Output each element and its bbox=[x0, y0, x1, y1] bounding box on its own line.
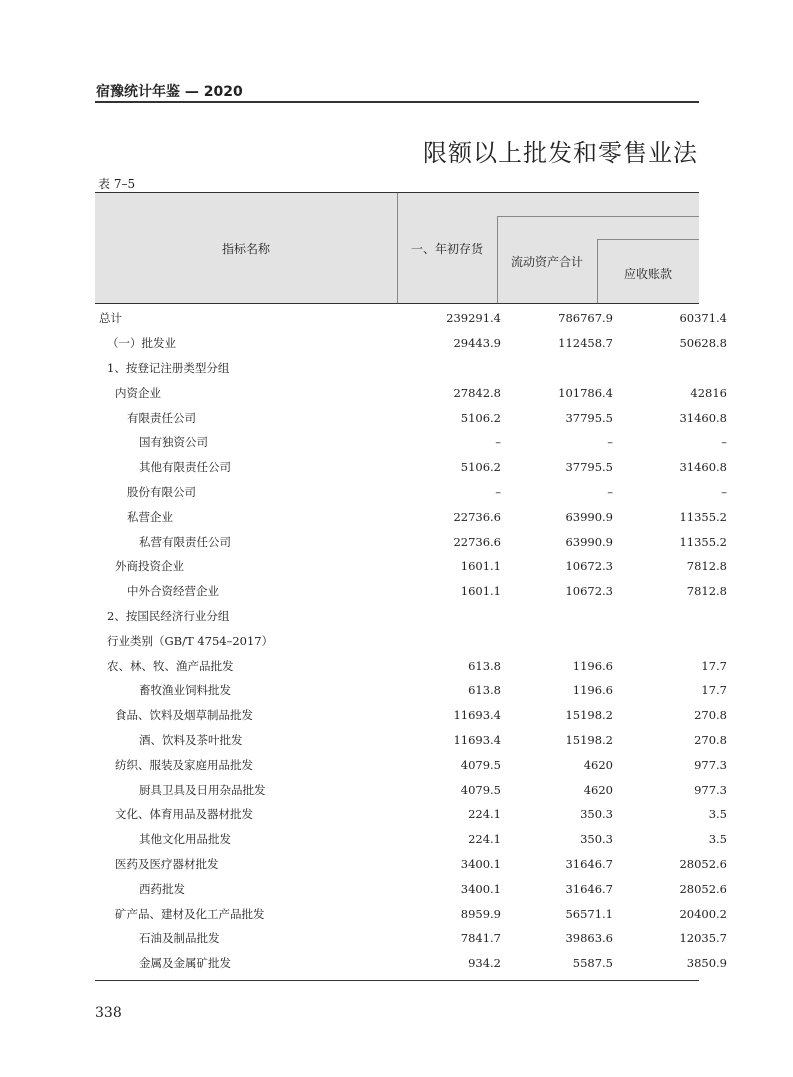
value-current-assets: 786767.9 bbox=[558, 311, 613, 326]
value-receivables bbox=[625, 628, 739, 653]
row-label: 纺织、服装及家庭用品批发 bbox=[115, 757, 253, 772]
value-inventory: 3400.1 bbox=[460, 881, 501, 896]
table-row bbox=[95, 480, 739, 505]
table-header bbox=[95, 192, 699, 304]
value-receivables: 3850.9 bbox=[686, 956, 727, 971]
value-receivables: 7812.8 bbox=[686, 584, 727, 599]
running-head: 宿豫统计年鉴 — 2020 bbox=[96, 84, 243, 100]
value-receivables: 42816 bbox=[690, 385, 727, 400]
row-label: 金属及金属矿批发 bbox=[139, 956, 231, 971]
table-bottom-rule bbox=[95, 980, 699, 982]
value-receivables bbox=[625, 356, 739, 381]
table-row bbox=[95, 405, 739, 430]
column-header-indicator: 指标名称 bbox=[221, 242, 270, 256]
value-receivables: – bbox=[721, 435, 727, 450]
value-receivables: 3.5 bbox=[708, 832, 727, 847]
value-inventory: 11693.4 bbox=[453, 708, 501, 723]
value-inventory: 4079.5 bbox=[460, 782, 501, 797]
value-inventory: 27842.8 bbox=[453, 385, 501, 400]
value-inventory: 22736.6 bbox=[453, 509, 501, 524]
page-number: 338 bbox=[95, 1005, 122, 1021]
row-label: 医药及医疗器材批发 bbox=[115, 856, 219, 871]
row-label: 内资企业 bbox=[115, 385, 161, 400]
value-current-assets: 350.3 bbox=[580, 832, 613, 847]
value-receivables: 270.8 bbox=[694, 732, 727, 747]
value-receivables: 977.3 bbox=[694, 757, 727, 772]
value-inventory bbox=[401, 628, 513, 653]
value-current-assets bbox=[513, 604, 625, 629]
table-row bbox=[95, 653, 739, 678]
row-label: 中外合资经营企业 bbox=[127, 584, 219, 599]
row-label: 其他有限责任公司 bbox=[139, 460, 231, 475]
value-inventory: 7841.7 bbox=[460, 931, 501, 946]
table-row bbox=[95, 554, 739, 579]
value-inventory: 1601.1 bbox=[460, 559, 501, 574]
value-current-assets: – bbox=[607, 435, 613, 450]
value-receivables: 7812.8 bbox=[686, 559, 727, 574]
value-receivables bbox=[625, 604, 739, 629]
value-current-assets: 350.3 bbox=[580, 807, 613, 822]
table-row bbox=[95, 529, 739, 554]
header-divider bbox=[497, 216, 699, 217]
value-receivables: 270.8 bbox=[694, 708, 727, 723]
value-inventory: – bbox=[495, 435, 501, 450]
table-row bbox=[95, 703, 739, 728]
value-inventory: 1601.1 bbox=[460, 584, 501, 599]
value-current-assets: 1196.6 bbox=[572, 658, 613, 673]
value-inventory: 29443.9 bbox=[453, 336, 501, 351]
value-current-assets: 4620 bbox=[583, 782, 613, 797]
value-current-assets: 63990.9 bbox=[565, 534, 613, 549]
value-receivables: 28052.6 bbox=[679, 881, 727, 896]
row-label: 总计 bbox=[99, 311, 122, 326]
column-header-inventory: 一、年初存货 bbox=[410, 242, 483, 256]
statistics-table bbox=[95, 192, 727, 981]
value-inventory: 613.8 bbox=[468, 683, 501, 698]
value-receivables: 12035.7 bbox=[679, 931, 727, 946]
value-current-assets: 56571.1 bbox=[565, 906, 613, 921]
value-receivables: 11355.2 bbox=[679, 534, 727, 549]
table-row bbox=[95, 926, 739, 951]
table-row bbox=[95, 604, 739, 629]
value-inventory: 224.1 bbox=[468, 832, 501, 847]
value-current-assets bbox=[513, 356, 625, 381]
value-inventory: 3400.1 bbox=[460, 856, 501, 871]
row-label: 有限责任公司 bbox=[127, 410, 196, 425]
value-receivables: 11355.2 bbox=[679, 509, 727, 524]
table-row bbox=[95, 628, 739, 653]
row-label: 食品、饮料及烟草制品批发 bbox=[115, 708, 253, 723]
row-label: 外商投资企业 bbox=[115, 559, 184, 574]
table-row bbox=[95, 777, 739, 802]
value-receivables: 977.3 bbox=[694, 782, 727, 797]
row-label: 行业类别（GB/T 4754–2017） bbox=[107, 633, 274, 648]
row-label: 西药批发 bbox=[139, 881, 185, 896]
column-header-current-assets: 流动资产合计 bbox=[510, 255, 583, 269]
row-label: 2、按国民经济行业分组 bbox=[107, 608, 230, 623]
value-inventory: 239291.4 bbox=[446, 311, 501, 326]
row-label: 矿产品、建材及化工产品批发 bbox=[115, 906, 265, 921]
value-current-assets: 39863.6 bbox=[565, 931, 613, 946]
value-current-assets: 5587.5 bbox=[572, 956, 613, 971]
value-current-assets: 10672.3 bbox=[565, 584, 613, 599]
table-row bbox=[95, 901, 739, 926]
value-receivables: 20400.2 bbox=[679, 906, 727, 921]
value-inventory: 224.1 bbox=[468, 807, 501, 822]
row-label: 酒、饮料及茶叶批发 bbox=[139, 732, 243, 747]
table-row bbox=[95, 430, 739, 455]
value-inventory: 5106.2 bbox=[460, 460, 501, 475]
value-current-assets: 31646.7 bbox=[565, 856, 613, 871]
value-current-assets: 1196.6 bbox=[572, 683, 613, 698]
value-current-assets: – bbox=[607, 484, 613, 499]
value-current-assets: 15198.2 bbox=[565, 732, 613, 747]
value-inventory bbox=[401, 604, 513, 629]
header-rule bbox=[95, 101, 699, 103]
value-inventory: – bbox=[495, 484, 501, 499]
table-row bbox=[95, 304, 739, 331]
row-label: 石油及制品批发 bbox=[139, 931, 220, 946]
value-receivables: – bbox=[721, 484, 727, 499]
table-row bbox=[95, 827, 739, 852]
value-receivables: 60371.4 bbox=[679, 311, 727, 326]
value-inventory: 4079.5 bbox=[460, 757, 501, 772]
table-row bbox=[95, 752, 739, 777]
value-current-assets: 101786.4 bbox=[558, 385, 613, 400]
table-row bbox=[95, 356, 739, 381]
table-row bbox=[95, 728, 739, 753]
value-receivables: 17.7 bbox=[701, 683, 727, 698]
table-row bbox=[95, 331, 739, 356]
row-label: 厨具卫具及日用杂品批发 bbox=[139, 782, 266, 797]
row-label: 农、林、牧、渔产品批发 bbox=[107, 658, 234, 673]
value-current-assets: 4620 bbox=[583, 757, 613, 772]
value-receivables: 3.5 bbox=[708, 807, 727, 822]
value-current-assets: 31646.7 bbox=[565, 881, 613, 896]
row-label: 畜牧渔业饲料批发 bbox=[139, 683, 231, 698]
table-row bbox=[95, 876, 739, 901]
table-row bbox=[95, 455, 739, 480]
value-receivables: 31460.8 bbox=[679, 460, 727, 475]
table-row bbox=[95, 951, 739, 976]
header-divider bbox=[597, 239, 699, 240]
row-label: 私营企业 bbox=[127, 509, 173, 524]
row-label: 1、按登记注册类型分组 bbox=[107, 360, 230, 375]
row-label: 国有独资公司 bbox=[139, 435, 208, 450]
page-title: 限额以上批发和零售业法 bbox=[423, 139, 698, 167]
table-body bbox=[95, 304, 739, 976]
table-row bbox=[95, 802, 739, 827]
table-row bbox=[95, 504, 739, 529]
value-current-assets: 37795.5 bbox=[565, 460, 613, 475]
value-current-assets: 15198.2 bbox=[565, 708, 613, 723]
row-label: （一）批发业 bbox=[107, 336, 176, 351]
value-current-assets: 63990.9 bbox=[565, 509, 613, 524]
row-label: 其他文化用品批发 bbox=[139, 832, 231, 847]
table-row bbox=[95, 579, 739, 604]
value-inventory: 613.8 bbox=[468, 658, 501, 673]
value-receivables: 28052.6 bbox=[679, 856, 727, 871]
row-label: 私营有限责任公司 bbox=[139, 534, 231, 549]
table-row bbox=[95, 852, 739, 877]
value-receivables: 17.7 bbox=[701, 658, 727, 673]
value-inventory: 11693.4 bbox=[453, 732, 501, 747]
table-row bbox=[95, 678, 739, 703]
value-inventory bbox=[401, 356, 513, 381]
table-row bbox=[95, 380, 739, 405]
value-inventory: 22736.6 bbox=[453, 534, 501, 549]
value-inventory: 8959.9 bbox=[460, 906, 501, 921]
column-header-receivables: 应收账款 bbox=[623, 267, 672, 281]
value-current-assets: 112458.7 bbox=[558, 336, 613, 351]
value-current-assets bbox=[513, 628, 625, 653]
table-number: 表 7–5 bbox=[98, 177, 136, 191]
value-inventory: 5106.2 bbox=[460, 410, 501, 425]
row-label: 股份有限公司 bbox=[127, 484, 196, 499]
value-receivables: 31460.8 bbox=[679, 410, 727, 425]
value-current-assets: 10672.3 bbox=[565, 559, 613, 574]
value-inventory: 934.2 bbox=[468, 956, 501, 971]
row-label: 文化、体育用品及器材批发 bbox=[115, 807, 253, 822]
value-current-assets: 37795.5 bbox=[565, 410, 613, 425]
value-receivables: 50628.8 bbox=[679, 336, 727, 351]
